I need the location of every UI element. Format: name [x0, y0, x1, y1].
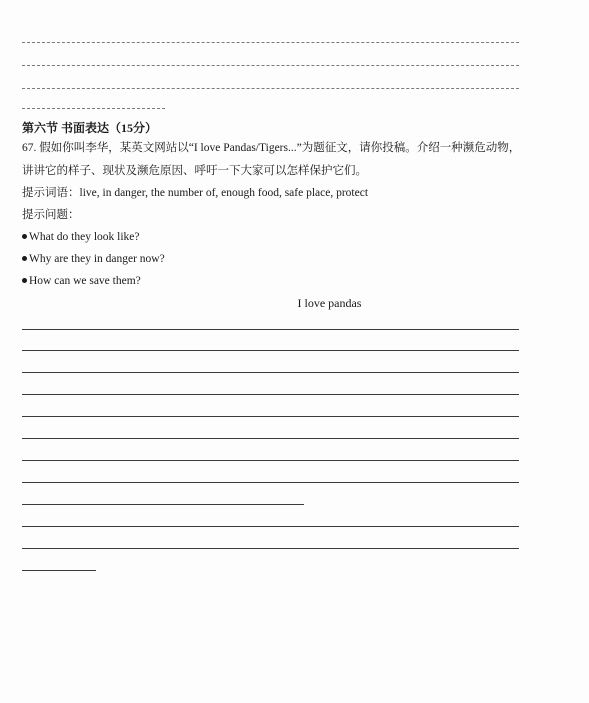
writing-line — [22, 460, 519, 461]
writing-line — [22, 372, 519, 373]
answer-line — [22, 108, 165, 109]
essay-title: I love pandas — [297, 296, 362, 310]
writing-line — [22, 394, 519, 395]
writing-line — [22, 482, 519, 483]
bullet-icon — [22, 256, 27, 261]
hint-question-2 — [22, 252, 165, 266]
writing-line — [22, 350, 519, 351]
hint-question-3 — [22, 274, 141, 288]
hint-question-text: Why are they in danger now? — [29, 253, 165, 265]
hint-question-1 — [22, 230, 140, 244]
section-title: 第六节 书面表达（15分） — [22, 121, 158, 135]
bullet-icon — [22, 234, 27, 239]
answer-line — [22, 42, 519, 43]
writing-line — [22, 329, 519, 330]
writing-line — [22, 504, 304, 505]
bullet-icon — [22, 278, 27, 283]
writing-line — [22, 548, 519, 549]
writing-line — [22, 570, 96, 571]
writing-line — [22, 416, 519, 417]
hint-question-text: How can we save them? — [29, 275, 141, 287]
question-text-line-2: 讲讲它的样子、现状及濒危原因、呼吁一下大家可以怎样保护它们。 — [22, 165, 367, 177]
answer-line — [22, 65, 519, 66]
questions-label: 提示问题： — [22, 209, 80, 221]
writing-line — [22, 526, 519, 527]
answer-line — [22, 88, 519, 89]
question-text-line-1: 67. 假如你叫李华，某英文网站以“I love Pandas/Tigers...”为题征文，请你投稿。介绍一种濒危动物， — [22, 142, 521, 154]
keywords-hint: 提示词语：live, in danger, the number of, enough food, safe place, protect — [22, 187, 369, 199]
hint-question-text: What do they look like? — [29, 231, 140, 243]
writing-line — [22, 438, 519, 439]
